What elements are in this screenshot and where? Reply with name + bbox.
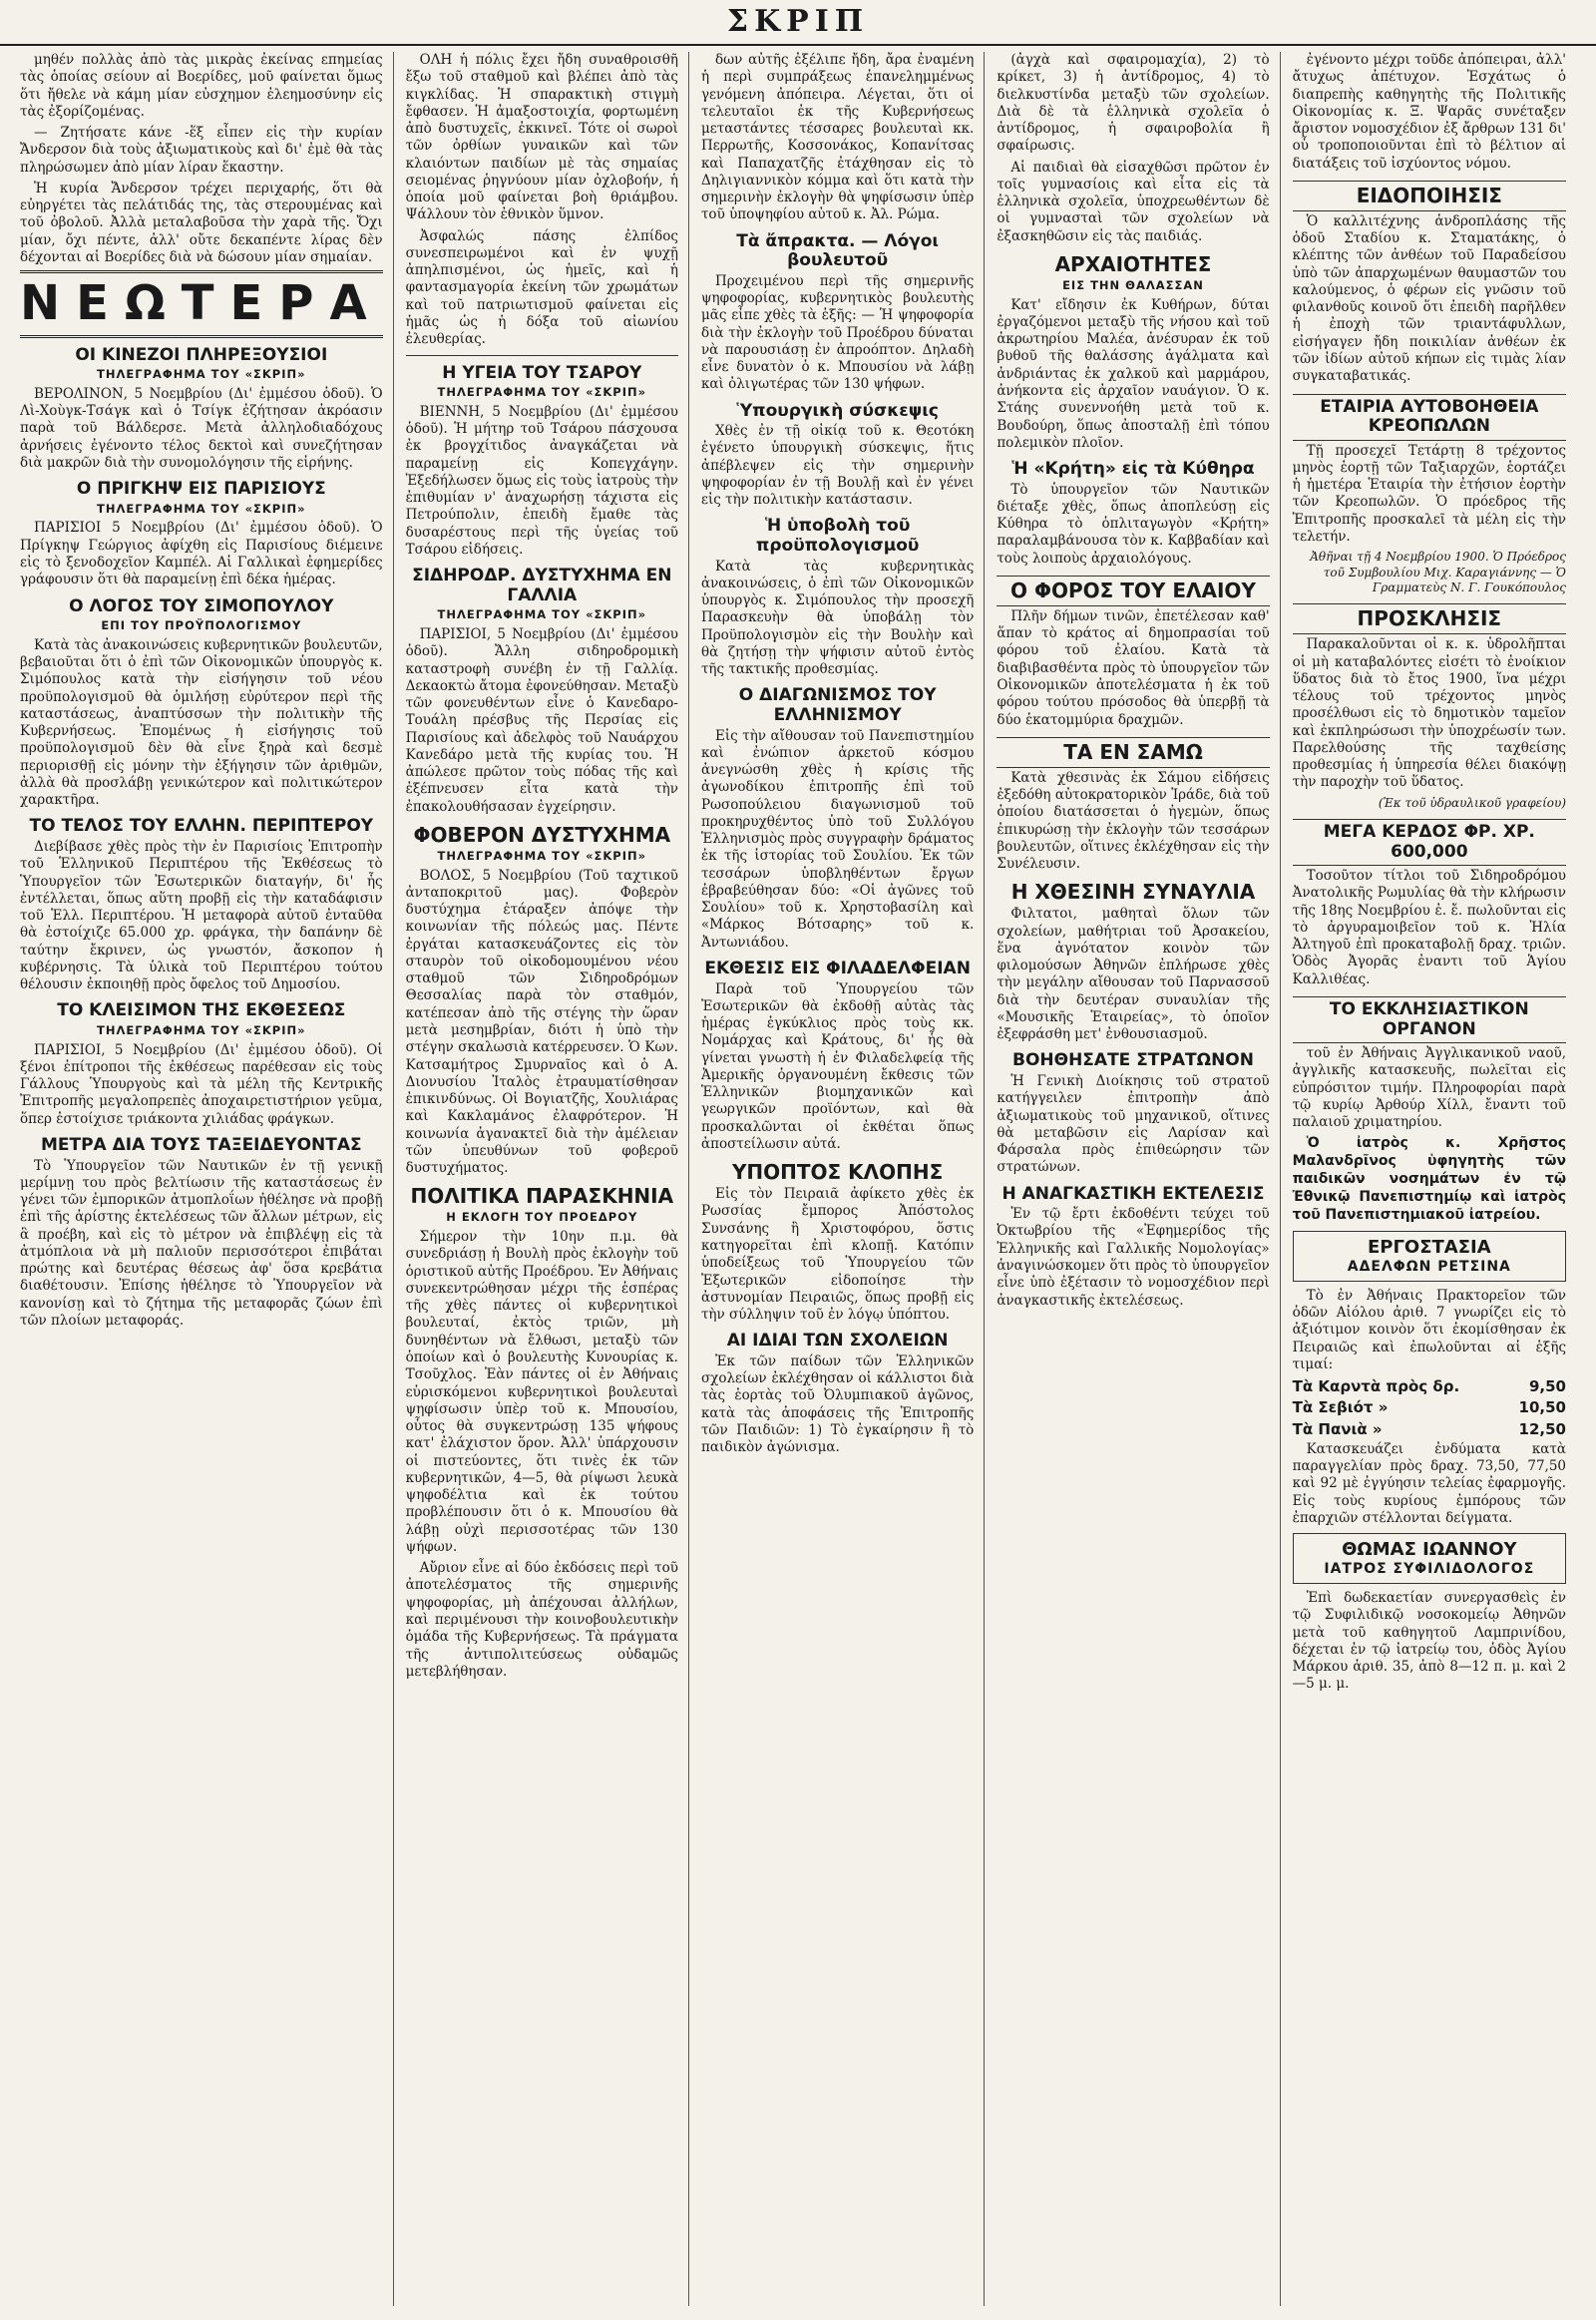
headline: Η ΧΘΕΣΙΝΗ ΣΥΝΑΥΛΙΑ bbox=[1010, 880, 1256, 905]
article-text: Προχειμένου περὶ τῆς σημερινῆς ψηφοφορίας, κυβερνητικὸς βουλευτὴς μᾶς εἶπε χθὲς τὰ ἑξῆς: — Ἡ ψηφοφορία διὰ τὴν ἐκλογὴν τοῦ Προέδρου δύναται νὰ παρουσιάσῃ ἐν ἀπροόπτον. Δηλαδὴ εἶνε δυνατὸν ὁ κ. Μπουσίου νὰ λάβῃ καὶ ὀλιγωτέρας τῶν 130 ψήφων. bbox=[700, 272, 975, 393]
headline: ΑΡΧΑΙΟΤΗΤΕΣ bbox=[1054, 251, 1212, 276]
price-value: 9,50 bbox=[1528, 1377, 1566, 1396]
headline: Ο ΦΟΡΟΣ ΤΟΥ ΕΛΑΙΟΥ bbox=[997, 576, 1269, 606]
headline: ΑΙ ΙΔΙΑΙ ΤΩΝ ΣΧΟΛΕΙΩΝ bbox=[726, 1331, 949, 1352]
subheadline: ΤΗΛΕΓΡΑΦΗΜΑ ΤΟΥ «ΣΚΡΙΠ» bbox=[437, 848, 647, 863]
column-5 bbox=[1293, 52, 1576, 2306]
article-text: Κατ' εἴδησιν ἐκ Κυθήρων, δύται ἐργαζόμενοι μεταξὺ τῆς νήσου καὶ τοῦ ἀκρωτηρίου Μαλέα, ἀνέσυραν ἐκ τοῦ βυθοῦ τῆς θαλάσσης ἀγάλματα καὶ ἀνδριάντας ἐκ χαλκοῦ καὶ μαρμάρου, ἀνήκοντα εἰς ἀρχαῖον ναυάγιον. Ὁ κ. Στάης συνεννοήθη μετὰ τοῦ κ. Βουδούρη, ὅπως ἀποσταλῇ ἐπὶ τόπου πολεμικὸν πλοῖον. bbox=[997, 296, 1270, 451]
article-text: Ἐκ τῶν παίδων τῶν Ἑλληνικῶν σχολείων ἐκλέχθησαν οἱ κάλλιστοι διὰ τὰς ἑορτὰς τοῦ Ὀλυμπιακοῦ ἀγῶνος, κατὰ τὰς ἀποφάσεις τῆς Ἐπιτροπῆς τῶν Παιδιῶν: 1) Τὸ ἐγκαίρησιν ἢ τὸ παιδικὸν ἀγώνισμα. bbox=[700, 1353, 975, 1456]
signature: (Ἐκ τοῦ ὑδραυλικοῦ γραφείου) bbox=[1378, 795, 1566, 810]
ad-box bbox=[1293, 1533, 1566, 1584]
article-text: Κατὰ χθεσινὰς ἐκ Σάμου εἰδήσεις ἐξεδόθη αὐτοκρατορικὸν Ἱράδε, διὰ τοῦ ὁποίου διατάσσεται ὁ ἡγεμὼν, ὅπως ἐπικυρώσῃ τὴν ἐκλογὴν τῶν τεσσάρων βουλευτῶν, οἵτινες ἐκλέχθησαν εἰς τὴν Συνέλευσιν. bbox=[997, 769, 1270, 873]
column-3 bbox=[701, 52, 985, 2306]
article-text: Εἰς τὴν αἴθουσαν τοῦ Πανεπιστημίου καὶ ἐνώπιον ἀρκετοῦ κόσμου ἀνεγνώσθη χθὲς ἡ κρίσις τῆς ἀγωνοδίκου ἐπιτροπῆς ἐπὶ τοῦ Ρωσοπούλειου διαγωνισμοῦ τοῦ προκηρυχθέντος ὑπὸ τοῦ Συλλόγου Ἑλληνισμὸς πρὸς συγγραφὴν δράματος ἐκ τῆς ἱστορίας τοῦ Σουλίου. Ἐκ τῶν τεσσάρων ὑποβληθέντων ἔργων ἐβραβεύθησαν δύο: «Οἱ ἀγῶνες τοῦ Σουλίου» τοῦ κ. Χρηστοβασίλη καὶ «Μάρκος Βότσαρης» τοῦ κ. Ἀντωνιάδου. bbox=[700, 727, 975, 951]
headline: ΕΙΔΟΠΟΙΗΣΙΣ bbox=[1293, 181, 1566, 211]
headline: ΠΟΛΙΤΙΚΑ ΠΑΡΑΣΚΗΝΙΑ bbox=[410, 1184, 674, 1209]
signature: Ἀθῆναι τῇ 4 Νοεμβρίου 1900. Ὁ Πρόεδρος τοῦ Συμβουλίου Μιχ. Καραγιάννης — Ὁ Γραμματεὺς Ν. Γ. Γουκόπουλος bbox=[1310, 550, 1566, 594]
article-text: Τὸ ἐν Ἀθήναις Πρακτορεῖον τῶν ὁδῶν Αἰόλου ἀριθ. 7 γνωρίζει εἰς τὸ ἀξιότιμον κοινὸν ὅτι ἐκομίσθησαν ἐκ Πειραιῶς καὶ ἐπωλοῦνται αἱ ἑξῆς τιμαί: bbox=[1292, 1287, 1566, 1372]
advertisement-text: Ὁ ἰατρὸς κ. Χρῆστος Μαλανδρῖνος ὑφηγητὴς τῶν παιδικῶν νοσημάτων ἐν τῷ Ἐθνικῷ Πανεπιστημίῳ καὶ ἰατρὸς τοῦ Πανεπιστημιακοῦ ἰατρείου. bbox=[1292, 1135, 1566, 1224]
article-text: Τῇ προσεχεῖ Τετάρτῃ 8 τρέχοντος μηνὸς ἑορτῇ τῶν Ταξιαρχῶν, ἑορτάζει ἡ ἡμετέρα Ἑταιρία τὴν ἐτήσιον ἑορτὴν τῶν Κρεοπωλῶν. Ὁ πρόεδρος τῆς Ἐπιτροπῆς προσκαλεῖ τὰ μέλη εἰς τὴν τελετήν. bbox=[1292, 442, 1566, 545]
price-item: Τὰ Σεβιότ » bbox=[1292, 1398, 1389, 1417]
headline: Ο ΛΟΓΟΣ ΤΟΥ ΣΙΜΟΠΟΥΛΟΥ bbox=[69, 595, 334, 616]
column-1 bbox=[20, 52, 394, 2306]
headline: ΜΕΤΡΑ ΔΙΑ ΤΟΥΣ ΤΑΞΕΙΔΕΥΟΝΤΑΣ bbox=[40, 1135, 362, 1155]
col4-paragraph: Αἱ παιδιαὶ θὰ εἰσαχθῶσι πρῶτον ἐν τοῖς γυμνασίοις καὶ εἶτα εἰς τὰ ἑλληνικὰ σχολεῖα, ὑποχρεωθέντων δὲ οἱ γυμνασταὶ τῶν σχολείων νὰ ἐξασκηθῶσιν εἰς τὰς παιδιάς. bbox=[997, 159, 1270, 244]
subheadline: ΤΗΛΕΓΡΑΦΗΜΑ ΤΟΥ «ΣΚΡΙΠ» bbox=[97, 1022, 306, 1037]
headline: Τὰ ἄπρακτα. — Λόγοι βουλευτοῦ bbox=[736, 230, 940, 271]
article-text: τοῦ ἐν Ἀθήναις Ἀγγλικανικοῦ ναοῦ, ἀγγλικῆς κατασκευῆς, πωλεῖται εἰς εὐπρόσιτον τιμήν. Πληροφορίαι παρὰ τῷ κυρίῳ Ἀρθούρ Χίλλ, ἔναντι τοῦ παλαιοῦ χριματηρίου. bbox=[1292, 1045, 1566, 1131]
price-item: Τὰ Πανιὰ » bbox=[1292, 1419, 1383, 1438]
headline: Η ΑΝΑΓΚΑΣΤΙΚΗ ΕΚΤΕΛΕΣΙΣ bbox=[1001, 1183, 1265, 1204]
article-text: Ὁ καλλιτέχνης ἀνδροπλάσης τῆς ὁδοῦ Σταδίου κ. Σταματάκης, ὁ κλέπτης τῶν ἀνθέων τοῦ Παραδείσου ὑπὸ τῶν ἀπαρχωμένων θαυμαστῶν του καλούμενος, ὁ φέρων εἰς γνῶσιν τοῦ φιλανθοῦς κοινοῦ ὅτι ἐπειδὴ παρῆλθεν ἡ ἐποχὴ τῶν τριαντάφυλλων, εἰσήγαγεν ἤδη ποικιλίαν ἀνθέων ἐκ τῶν ἰδίων αὐτοῦ κήπων εἰς τιμὰς λίαν συγκαταβατικάς. bbox=[1292, 212, 1566, 385]
article-text: Τὸ ὑπουργεῖον τῶν Ναυτικῶν διέταξε χθὲς, ὅπως ἀποπλεύσῃ εἰς Κύθηρα τὸ ὁπλιταγωγὸν «Κρήτη» παραλαμβάνουσα τὸν κ. Καββαδίαν καὶ τοὺς λοιποὺς ἀρχαιολόγους. bbox=[997, 481, 1270, 567]
article-text: ΠΑΡΙΣΙΟΙ, 5 Νοεμβρίου (Δι' ἐμμέσου ὁδοῦ). Ἄλλη σιδηροδρομικὴ καταστροφὴ συνέβη ἐν τῇ Γαλλίᾳ. Δεκαοκτὼ ἄτομα ἐφονεύθησαν. Μεταξὺ τῶν φονευθέντων εἶνε ὁ Κανεδαρο-Τουάλη πρέσβυς τῆς Περσίας εἰς Παρισίους καὶ ἀδελφὸς τοῦ Ναυάρχου Κανεδάρο μετὰ τῆς κυρίας του. Ἡ ἀπώλεσε πρῶτον τοὺς πόδας τῆς καὶ ἐξέπνευσεν εἶτα κατὰ τὴν ἐπακολουθήσασαν ἐγχείρησιν. bbox=[405, 625, 678, 815]
col5-intro: ἐγένοντο μέχρι τοῦδε ἀπόπειραι, ἀλλ' ἄτυχως ἀπέτυχον. Ἐσχάτως ὁ διαπρεπὴς καθηγητὴς τῆς Πολιτικῆς Οἰκονομίας κ. Ξ. Ψαρᾶς συνέταξεν ἄριστον νομοσχέδιον ἐξ ἄρθρων 131 δι' οὗ τροποποιοῦνται ἐπὶ τὸ βέλτιον αἱ διατάξεις τοῦ ἰσχύοντος νόμου. bbox=[1292, 52, 1566, 172]
subheadline: ΤΗΛΕΓΡΑΦΗΜΑ ΤΟΥ «ΣΚΡΙΠ» bbox=[97, 501, 306, 516]
article-text: Ἐν τῷ ἔρτι ἐκδοθέντι τεύχει τοῦ Ὀκτωβρίου τῆς «Ἐφημερίδος τῆς Ἑλληνικῆς καὶ Γαλλικῆς Νομολογίας» ἀναγινώσκομεν ὅτι πρὸς τὸ ὑπουργεῖον εἶνε ὑπὸ ἐξέτασιν τὸ νομοσχέδιον περὶ ἀναγκαστικῆς ἐκτελέσεως. bbox=[997, 1206, 1270, 1309]
headline: ΤΟ ΤΕΛΟΣ ΤΟΥ ΕΛΛΗΝ. ΠΕΡΙΠΤΕΡΟΥ bbox=[29, 816, 374, 837]
headline: ΒΟΗΘΗΣΑΤΕ ΣΤΡΑΤΩΝΟΝ bbox=[1011, 1050, 1254, 1071]
article-text: Πλῆν δήμων τινῶν, ἐπετέλεσαν καθ' ἅπαν τὸ κράτος αἱ δημοπρασίαι τοῦ φόρου τοῦ ἐλαίου. Κατὰ τὰ διαβιβασθέντα πρὸς τὸ ὑπουργεῖον τῶν Οἰκονομικῶν ἀποτελέσματα ἡ ἐκ τοῦ φόρου τούτου πρόσοδος θὰ ὑπερβῇ τὰ δύο ἑκατομμύρια δραχμῶν. bbox=[997, 607, 1270, 728]
col2-paragraph: Ἀσφαλώς πάσης ἐλπίδος συνεσπειρωμένοι καὶ ἐν ψυχῇ ἀπηλπισμένοι, ὡς ἡμεῖς, καὶ ἡ φαντασμαγορία ἐκείνη τῶν χρωμάτων καὶ τοῦ πατριωτισμοῦ φαίνεται εἰς ἡμᾶς ὡς ἡ δόξα τοῦ αἰωνίου ἐλευθερίας. bbox=[405, 227, 678, 348]
headline: Ο ΠΡΙΓΚΗΨ ΕΙΣ ΠΑΡΙΣΙΟΥΣ bbox=[76, 479, 326, 500]
headline: ΤΑ ΕΝ ΣΑΜΩ bbox=[997, 737, 1269, 768]
headline: ΕΚΘΕΣΙΣ ΕΙΣ ΦΙΛΑΔΕΛΦΕΙΑΝ bbox=[704, 958, 971, 978]
headline: ΕΤΑΙΡΙΑ ΑΥΤΟΒΟΗΘΕΙΑ ΚΡΕΟΠΩΛΩΝ bbox=[1293, 394, 1566, 441]
headline: ΤΟ ΕΚΚΛΗΣΙΑΣΤΙΚΟΝ ΟΡΓΑΝΟΝ bbox=[1293, 996, 1566, 1043]
price-row bbox=[1293, 1398, 1566, 1417]
col3-intro: δων αὐτῆς ἐξέλιπε ἤδη, ἄρα ἐναμένη ἡ περὶ συμπράξεως ἐπανελημμένως γενόμενη ἀπόπειρα. Λέγεται, ὅτι οἱ τελευταῖοι ἐκ τῆς Κυβερνήσεως μεταστάντες τέσσαρες βουλευταὶ κκ. Περρωτῆς, Κοσσονάκος, Κοπανίτσας καὶ Παπαχατζῆς ἐτάχθησαν εἰς τὸ Δηλιγιαννικὸν κόμμα καὶ ὅτι κατὰ τὴν σημερινὴν ἐκλογὴν θὰ ψηφίσωσιν ὑπὲρ τοῦ ὑποψηφίου αὐτοῦ κ. Ἀλ. Ρώμα. bbox=[700, 52, 975, 223]
headline: Η ΥΓΕΙΑ ΤΟΥ ΤΣΑΡΟΥ bbox=[442, 362, 642, 383]
headline: Ὑπουργικὴ σύσκεψις bbox=[736, 400, 939, 421]
headline: Ἡ ὑποβολὴ τοῦ προϋπολογισμοῦ bbox=[755, 516, 920, 557]
subheadline: ΤΗΛΕΓΡΑΦΗΜΑ ΤΟΥ «ΣΚΡΙΠ» bbox=[437, 607, 647, 622]
article-text: Κατὰ τὰς κυβερνητικὰς ἀνακοινώσεις, ὁ ἐπὶ τῶν Οἰκονομικῶν ὑπουργὸς κ. Σιμόπουλος τὴν προσεχῆ Παρασκευὴν θὰ ὑποβάλῃ τὸν Προϋπολογισμὸν εἰς τὴν Βουλὴν καὶ θὰ ζητήσῃ τὴν ψήφισιν αὐτοῦ ἐντὸς τῆς τακτικῆς προθεσμίας. bbox=[700, 558, 975, 678]
article-text: ΠΑΡΙΣΙΟΙ, 5 Νοεμβρίου (Δι' ἐμμέσου ὁδοῦ). Οἱ ξένοι ἐπίτροποι τῆς ἐκθέσεως παρέθεσαν εἰς τοὺς Γάλλους Ὑπουργοὺς καὶ τὰ μέλη τῆς Κεντρικῆς Ἐπιτροπῆς μεγαλοπρεπὲς ἀποχαιρετιστήριον γεῦμα, ὅπερ ἐστοίχισε τριάκοντα χιλιάδας φράγκων. bbox=[20, 1041, 383, 1127]
subheadline: ΤΗΛΕΓΡΑΦΗΜΑ ΤΟΥ «ΣΚΡΙΠ» bbox=[97, 367, 306, 382]
subheadline: Η ΕΚΛΟΓΗ ΤΟΥ ΠΡΟΕΔΡΟΥ bbox=[446, 1210, 638, 1225]
article-text: ΠΑΡΙΣΙΟΙ 5 Νοεμβρίου (Δι' ἐμμέσου ὁδοῦ). Ὁ Πρίγκηψ Γεώργιος ἀφίχθη εἰς Παρισίους διέμεινε εἰς τὸ ξενοδοχεῖον Καμπέλ. Αἱ Γαλλικαὶ ἐφημερίδες γράφουσιν ὅτι θὰ παραμείνῃ ἐπὶ δέκα ἡμέρας. bbox=[20, 520, 383, 588]
article-text: Χθὲς ἐν τῇ οἰκίᾳ τοῦ κ. Θεοτόκη ἐγένετο ὑπουργικὴ σύσκεψις, ἥτις ἀπέβλεψεν εἰς τὴν σημερινὴν ψηφοφορίαν ἐν τῇ Βουλῇ καὶ ἐν γένει εἰς τὴν πολιτικὴν κατάστασιν. bbox=[700, 423, 975, 509]
article-text: Σήμερον τὴν 10ην π.μ. θὰ συνεδριάσῃ ἡ Βουλὴ πρὸς ἐκλογὴν τοῦ ὁριστικοῦ αὐτῆς Προέδρου. Ἐν Ἀθήναις συνεκεντρώθησαν μέχρι τῆς ἑσπέρας τῆς χθὲς πάντες οἱ κυβερνητικοὶ βουλευταί, ἐκτὸς τριῶν, μὴ δυνηθέντων νὰ ἔλθωσι, μεταξὺ τῶν ὁποίων καὶ ὁ βουλευτὴς Κυνουρίας κ. Τσοῦχλος. Ἐὰν πάντες οἱ ἐν Ἀθήναις εὑρισκόμενοι κυβερνητικοὶ βουλευταὶ ψηφίσωσιν ὑπὲρ τοῦ κ. Μπουσίου, οὗτος θὰ συγκεντρώσῃ 135 ψήφους κατ' ἐλάχιστον ὅρον. Ἀλλ' ὑπάρχουσιν οἱ πιστεύοντες, ὅτι τινὲς ἐκ τῶν κυβερνητικῶν, 4—5, θὰ ρίψωσι λευκὰ ψηφοδέλτια καὶ ἐκ τούτου προβλέπουσιν ὅτι ὁ κ. Μπουσίου θὰ λάβῃ οὐχὶ περισσοτέρας τῶν 130 ψήφων. bbox=[405, 1229, 678, 1555]
subheadline: ΕΙΣ ΤΗΝ ΘΑΛΑΣΣΑΝ bbox=[1062, 277, 1204, 292]
col1-paragraph: Ἡ κυρία Ἄνδερσον τρέχει περιχαρής, ὅτι θὰ εὐηργέτει τὰς πελάτιδάς της, τὰς στερουμένας καὶ τοῦ ὀβολοῦ. Ἀλλὰ μεταλαβοῦσα τὴν χαρὰ τῆς. Ὄχι μίαν, ὄχι πέντε, ἀλλ' οὔτε δεκαπέντε λίρας δὲν δέχονται αἱ Βοερίδες διὰ νὰ δώσουν μίαν σημαίαν. bbox=[20, 180, 383, 265]
col2-intro: ΟΛΗ ἡ πόλις ἔχει ἤδη συναθροισθῆ ἔξω τοῦ σταθμοῦ καὶ βλέπει ἀπὸ τὰς κιγκλίδας. Ἡ σπαρακτικὴ στιγμὴ ἔφθασεν. Ἡ ἀμαξοστοιχία, φορτωμένη ἀπὸ δυστυχεῖς, ἐκκινεῖ. Τότε οἱ σωροὶ τῶν ὀρθίων γυναικῶν καὶ τῶν κλαιόντων παιδίων μὲ τὰς σημαίας σειομένας ῥηγνύουν μίαν ὀχλοβοήν, ἡ ὁποία μοῦ φαίνεται βοὴ θριάμβου. Ψάλλουν τὸν ἐθνικὸν ὕμνον. bbox=[405, 52, 678, 223]
divider bbox=[406, 355, 678, 356]
article-text: ΒΟΛΟΣ, 5 Νοεμβρίου (Τοῦ ταχτικοῦ ἀνταποκριτοῦ μας). Φοβερὸν δυστύχημα ἐτάραξεν ἀπόψε τὴν κοινωνίαν τῆς πόλεώς μας. Πέντε ἐργάται κατασκευάζοντες εἰς τὸν σταυρὸν τοῦ οἰκοδομουμένου νέου σταθμοῦ τῶν Σιδηροδρόμων Θεσσαλίας παρὰ τὸν σταθμόν, κατέπεσαν ἀπὸ τῆς στέγης τὴν ὥραν μετὰ μεσημβρίαν, διότι ἡ ὑπὸ τὴν στέγην σκαλωσιὰ κατέρρευσεν. Ὁ Κων. Κατσαμήτρος Σμυρναῖος καὶ ὁ Α. Διονυσίου Ἰταλὸς ἐτραυματίσθησαν ἐπικινδύνως. Οἱ Βογιατζῆς, Χουλιάρας καὶ Κακλαμάνος ἐλαφρότερον. Ἡ κοινωνία ἀγανακτεῖ διὰ τὴν ἀμέλειαν τῶν ὑπευθύνων τοῦ φοβεροῦ δυστυχήματος. bbox=[405, 867, 678, 1177]
price-row bbox=[1293, 1420, 1566, 1439]
article-text: Τὸ Ὑπουργεῖον τῶν Ναυτικῶν ἐν τῇ γενικῇ μερίμνῃ του πρὸς βελτίωσιν τῆς καταστάσεως ἐν γένει τῶν ἐμπορικῶν ἀτμοπλοΐων ἠθέλησε νὰ προβῇ ἐπὶ τῆς ἀρίστης ἐκτελέσεως τῶν ἄλλων μέτρων, εἰς ἃ προέβη, καὶ εἰς τὸ μέτρον νὰ ἐπιβλέψῃ εἰς τὰ ἀτμόπλοια νὰ μὴ παλιοῦν περισσότεροι ἐπιβάται πρώτης καὶ δευτέρας θέσεως ἀφ' ὅσα κρεβάτια διαθέτουσιν. Ἐπίσης ἠθέλησε τὸ Ὑπουργεῖον νὰ κανονίσῃ καὶ τὸ ζήτημα τῆς μεταφορᾶς ζώων ἐπὶ τῶν πλοίων μεταφοράς. bbox=[20, 1157, 383, 1329]
newspaper-title: ΣΚΡΙΠ bbox=[726, 4, 870, 39]
ad-box bbox=[1293, 1231, 1566, 1282]
article-text: Παρακαλοῦνται οἱ κ. κ. ὑδρολῆπται οἱ μὴ καταβαλόντες εἰσέτι τὸ ἐνοίκιον ὕδατος διὰ τὸ ἔτος 1900, ἵνα μέχρι τέλους τοῦ τρέχοντος μηνὸς προσέλθωσι εἰς τὸ δημοτικὸν ταμεῖον καὶ ἐκπληρώσωσι τὴν ὑποχρέωσίν των. Παρελθούσης τῆς ταχθείσης προθεσμίας ἡ ὑπηρεσία θέλει διακόψῃ τὴν παροχὴν τοῦ ὕδατος. bbox=[1292, 636, 1566, 791]
article-text: Τοσοῦτον τίτλοι τοῦ Σιδηροδρόμου Ἀνατολικῆς Ρωμυλίας θὰ τὴν κλήρωσιν τῆς 18ης Νοεμβρίου ἐ. ἔ. πωλοῦνται εἰς τὸ ἀργυραμοιβεῖον τοῦ κ. Ἠλία Ἀλτηγοῦ ἐπὶ προκαταβολῇ δραχ. τριῶν. Ὁδὸς Ἀγορᾶς ἐναντι τοῦ Ἁγίου Καλλιθέας. bbox=[1292, 868, 1566, 987]
masthead bbox=[0, 0, 1596, 46]
article-text: ΒΙΕΝΝΗ, 5 Νοεμβρίου (Δι' ἐμμέσου ὁδοῦ). Ἡ μήτηρ τοῦ Τσάρου πάσχουσα ἐκ βρογχίτιδος ἀναγκάζεται νὰ παραμείνῃ εἰς Κοπεγχάγην. Ἐξεδήλωσεν ὅμως εἰς τοὺς ἰατροὺς τὴν ἐπιθυμίαν ν' ἀναχωρήσῃ τάχιστα εἰς Πετρούπολιν, ἐπειδὴ ἔμαθε τὰς δυσαρέστους περὶ τῆς ὑγείας τοῦ Τσάρου εἰδήσεις. bbox=[405, 403, 678, 558]
subheadline: ΤΗΛΕΓΡΑΦΗΜΑ ΤΟΥ «ΣΚΡΙΠ» bbox=[437, 385, 647, 400]
ad-box-subtitle: ΑΔΕΛΦΩΝ ΡΕΤΣΙΝΑ bbox=[1347, 1258, 1511, 1275]
headline: Ἡ «Κρήτη» εἰς τὰ Κύθηρα bbox=[1011, 459, 1255, 480]
headline: ΥΠΟΠΤΟΣ ΚΛΟΠΗΣ bbox=[731, 1160, 944, 1185]
columns-container bbox=[20, 52, 1576, 2306]
col1-intro: μηθέν πολλὰς ἀπὸ τὰς μικρὰς ἐκείνας επημείας τὰς ὁποίας σείουν αἱ Βοερίδες, μοῦ φαίνεται ὅμως ὅτι ἤθελε νὰ κάμη μίαν εὐσχημον ἐλεημοσύνην εἰς τὰς ἐξορίζομένας. bbox=[20, 52, 383, 120]
article-text: Φιλτατοι, μαθηταὶ ὅλων τῶν σχολείων, μαθήτριαι τοῦ Ἀρσακείου, ἕνα ἀγνότατον κοινὸν τῶν φιλομούσων Ἀθηνῶν ἐπλήρωσε χθὲς τὴν μεγάλην αἴθουσαν τοῦ Παρνασσοῦ διὰ τὴν δευτέραν συναυλίαν τῆς «Μουσικῆς Ἑταιρείας», τὸ ὁποῖον ἐξεφράσθη μετ' ἐνθουσιασμοῦ. bbox=[997, 906, 1270, 1043]
ad-box-title: ΕΡΓΟΣΤΑΣΙΑ bbox=[1367, 1236, 1491, 1258]
headline: ΟΙ ΚΙΝΕΖΟΙ ΠΛΗΡΕΞΟΥΣΙΟΙ bbox=[75, 344, 328, 365]
headline: ΣΙΔΗΡΟΔΡ. ΔΥΣΤΥΧΗΜΑ ΕΝ ΓΑΛΛΙΑ bbox=[412, 566, 672, 605]
ad-box-title: ΘΩΜΑΣ ΙΩΑΝΝΟΥ bbox=[1342, 1539, 1517, 1561]
price-value: 10,50 bbox=[1518, 1398, 1566, 1417]
col4-intro: (ἀγχὰ καὶ σφαιρομαχία), 2) τὸ κρίκετ, 3) ἡ ἀντίδρομος, 4) τὸ διελκυστίνδα μεταξὺ τῶν σχολείων. Διὰ δὲ τὰ ἑλληνικὰ σχολεῖα ὁ ἀντίδρομος, ἡ σφαιροβολία ἢ σφαίρωσις. bbox=[997, 52, 1270, 155]
article-text: Παρὰ τοῦ Ὑπουργείου τῶν Ἐσωτερικῶν θὰ ἐκδοθῇ αὐτὰς τὰς ἡμέρας ἐγκύκλιος πρὸς τοὺς κκ. Νομάρχας καὶ Κράτους, δι' ἧς θὰ γίνεται γνωστὴ ἡ ἐν Φιλαδελφείᾳ τῆς Ἀμερικῆς ὀργανουμένη ἔκθεσις τῶν Ἑλληνικῶν βιομηχανικῶν καὶ γεωργικῶν προϊόντων, καὶ θὰ προσκαλῶνται οἱ ἐκθέται ὅπως ἀποστείλωσιν αὐτά. bbox=[700, 980, 975, 1152]
column-4 bbox=[997, 52, 1280, 2306]
ad-box-subtitle: ΙΑΤΡΟΣ ΣΥΦΙΛΙΔΟΛΟΓΟΣ bbox=[1324, 1561, 1535, 1578]
headline: ΦΟΒΕΡΟΝ ΔΥΣΤΥΧΗΜΑ bbox=[413, 822, 671, 847]
headline: ΠΡΟΣΚΛΗΣΙΣ bbox=[1293, 603, 1566, 634]
price-value: 12,50 bbox=[1518, 1419, 1566, 1438]
headline: ΤΟ ΚΛΕΙΣΙΜΟΝ ΤΗΣ ΕΚΘΕΣΕΩΣ bbox=[57, 1000, 346, 1021]
article-text: Κατασκευάζει ἐνδύματα κατὰ παραγγελίαν πρὸς δραχ. 73,50, 77,50 καὶ 92 μὲ ἐγγύησιν τελείας ἐφαρμογῆς. Εἰς τοὺς κυρίους ἐμπόρους τῶν ἐπαρχιῶν στέλλονται δείγματα. bbox=[1292, 1440, 1566, 1526]
article-text: Εἰς τὸν Πειραιᾶ ἀφίκετο χθὲς ἐκ Ρωσσίας ἔμπορος Ἀπόστολος Συνσάνης ἢ Χριστοφόρου, ὅστις κατηγορεῖται ἐπὶ κλοπῇ. Κατόπιν ὑποδείξεως τοῦ Ὑπουργείου τῶν Ἐξωτερικῶν εἰδοποίησε τὴν ἀστυνομίαν Πειραιῶς, ὅπως προβῇ εἰς τὴν σύλληψιν τοῦ ἐν λόγῳ ὑπόπτου. bbox=[700, 1186, 975, 1324]
article-text: Διεβίβασε χθὲς πρὸς τὴν ἐν Παρισίοις Ἐπιτροπὴν τοῦ Ἑλληνικοῦ Περιπτέρου τῆς Ἐκθέσεως τὸ Ὑπουργεῖον τῶν Ἐσωτερικῶν διαταγήν, δι' ἧς ἐντέλλεται, ὅπως αὕτη προβῇ εἰς τὴν καταδάφισιν τοῦ Ἑλλ. Περιπτέρου. Ἡ μεταφορὰ αὐτοῦ ἐνταῦθα θὰ ἐστοίχιζε 65.000 χρ. φράγκα, τὴν δαπάνην δὲ ταύτην ἔκρινεν, ὡς γνωστόν, ἄσκοπον ἡ κυβέρνησις. Τὰ ὑλικὰ τοῦ Περιπτέρου τούτου θέλουσιν ἐκποιηθῇ πρὸς ὄφελος τοῦ Δημοσίου. bbox=[20, 839, 383, 993]
headline: ΜΕΓΑ ΚΕΡΔΟΣ ΦΡ. ΧΡ. 600,000 bbox=[1293, 819, 1566, 866]
headline: Ο ΔΙΑΓΩΝΙΣΜΟΣ ΤΟΥ ΕΛΛΗΝΙΣΜΟΥ bbox=[738, 685, 937, 725]
article-text: Αὔριον εἶνε αἱ δύο ἐκδόσεις περὶ τοῦ ἀποτελέσματος τῆς σημερινῆς ψηφοφορίας, μὴ ἀπέχουσαι ἀλλήλων, καὶ περιμένουσι τὴν κοινοβουλευτικὴν ὁμάδα τῆς Κυβερνήσεως. Τὰ πράγματα τῆς ἀντιπολιτεύσεως οὐδαμῶς μετεβλήθησαν. bbox=[405, 1560, 678, 1680]
subheadline: ΕΠΙ ΤΟΥ ΠΡΟΫΠΟΛΟΓΙΣΜΟΥ bbox=[101, 618, 302, 633]
article-text: Ἡ Γενικὴ Διοίκησις τοῦ στρατοῦ κατήγγειλεν ἐπιτροπὴν ἀπὸ ἀξιωματικοὺς τοῦ μηχανικοῦ, οἵτινες θὰ μεταβῶσιν εἰς Λαρίσαν καὶ Φάρσαλα πρὸς ἐπιθεώρησιν τῶν στρατώνων. bbox=[997, 1073, 1270, 1176]
article-text: ΒΕΡΟΛΙΝΟΝ, 5 Νοεμβρίου (Δι' ἐμμέσου ὁδοῦ). Ὁ Λὶ-Χοὺγκ-Τσάγκ καὶ ὁ Τσίγκ ἐζήτησαν ἀκρόασιν παρὰ τοῦ Βάλδερσε. Μετὰ ἀλληλοδιαδόχους ἀρνήσεις ἐγένοντο τέλος δεκτοὶ καὶ συνεζήτησαν διὰ μακρῶν διὰ τὴν συνομολόγησιν τῆς εἰρήνης. bbox=[20, 385, 383, 471]
article-text: Κατὰ τὰς ἀνακοινώσεις κυβερνητικῶν βουλευτῶν, βεβαιοῦται ὅτι ὁ ἐπὶ τῶν Οἰκονομικῶν ὑπουργὸς κ. Σιμόπουλος κατὰ τὴν εἰσήγησιν τοῦ νέου προϋπολογισμοῦ θὰ ὁμιλήσῃ εὐρύτερον περὶ τῆς καταστάσεως, ἀναπτύσσων τὴν πολιτικὴν τῆς Κυβερνήσεως. Ἐπομένως ἡ εἰσήγησις τοῦ προϋπολογισμοῦ δὲν θὰ εἶνε ξηρὰ καὶ δεσμὲ περιορισθῇ εἰς μόνην τὴν ἐξήγησιν τῶν ἀριθμῶν, ἀλλὰ θὰ προσλάβῃ γενικώτερον καὶ πολιτικώτερον χαρακτῆρα. bbox=[20, 636, 383, 809]
section-banner-neotera: ΝΕΩΤΕΡΑ bbox=[20, 270, 383, 337]
price-row bbox=[1293, 1377, 1566, 1396]
article-text: Ἐπὶ δωδεκαετίαν συνεργασθεὶς ἐν τῷ Συφιλιδικῷ νοσοκομείῳ Ἀθηνῶν μετὰ τοῦ καθηγητοῦ Λαμπρινίδου, δέχεται ἐν τῷ ἰατρείῳ του, ὁδὸς Ἀγίου Μάρκου ἀριθ. 35, ἀπὸ 8—12 π. μ. καὶ 2—5 μ. μ. bbox=[1292, 1590, 1566, 1693]
price-list bbox=[1293, 1377, 1566, 1439]
column-2 bbox=[406, 52, 689, 2306]
price-item: Τὰ Καρντὰ πρὸς δρ. bbox=[1292, 1377, 1460, 1396]
col1-paragraph: — Ζητήσατε κάνε -ἕξ εἶπεν εἰς τὴν κυρίαν Ἄνδερσον διὰ τοὺς ἀξιωματικοὺς καὶ δι' ἐμὲ θὰ τὰς πληρώσωμεν ἀπὸ μίαν λίραν ἕκαστην. bbox=[20, 125, 383, 176]
